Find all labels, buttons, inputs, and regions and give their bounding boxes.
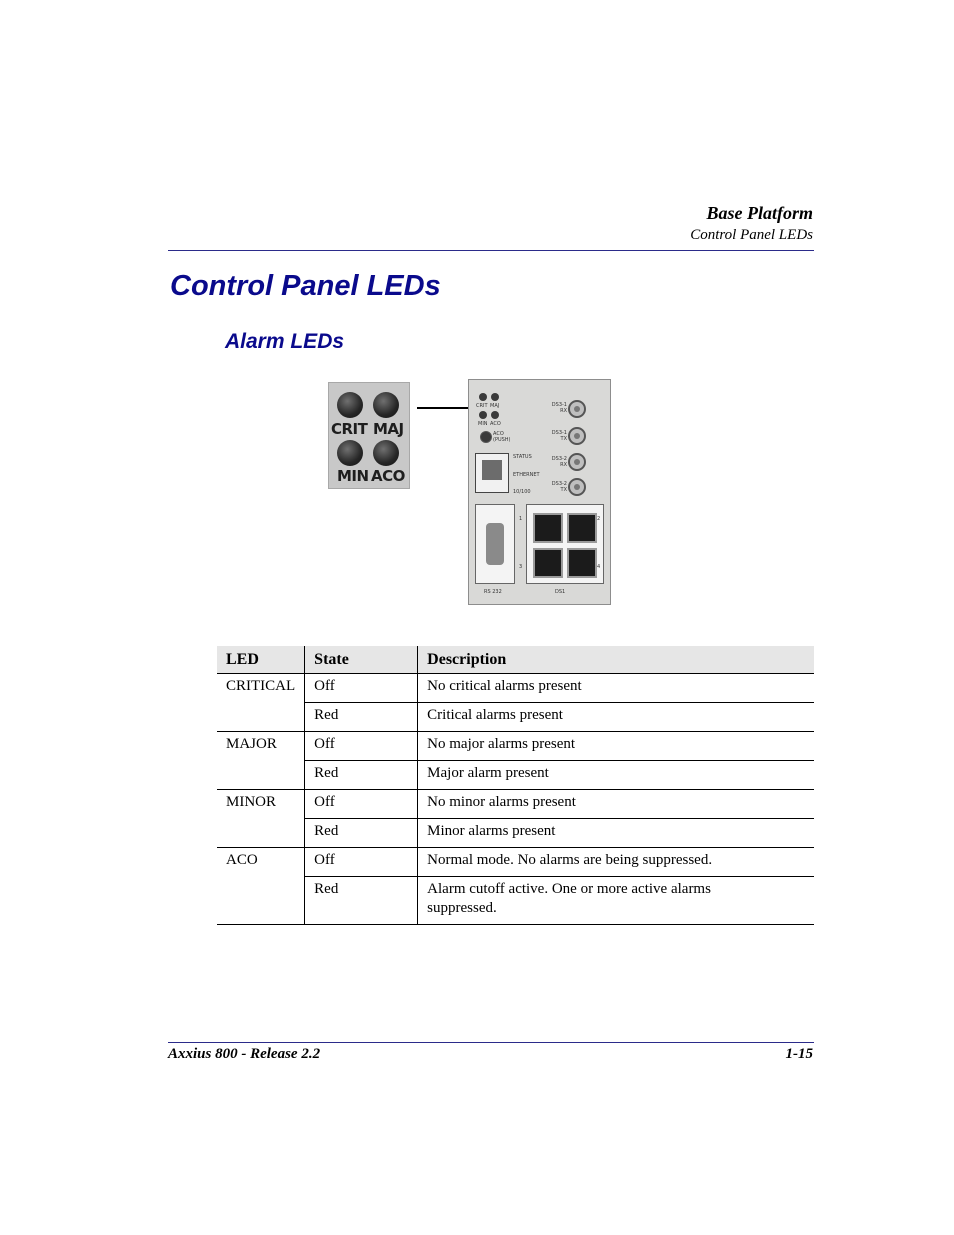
- header-rule: [168, 250, 814, 251]
- panel-maj-led-icon: [491, 393, 499, 401]
- description-cell: Critical alarms present: [418, 702, 814, 731]
- panel-min-led-icon: [479, 411, 487, 419]
- description-cell: Minor alarms present: [418, 818, 814, 847]
- aco-push-button[interactable]: [480, 431, 492, 443]
- table-row: [217, 818, 814, 847]
- description-cell: Normal mode. No alarms are being suppressed.: [418, 847, 814, 876]
- table-row: [217, 673, 814, 702]
- running-header-section: Base Platform: [706, 203, 813, 223]
- state-cell: Off: [305, 731, 418, 760]
- panel-label-ds1: DS1: [555, 589, 566, 595]
- led-name-cell: MAJOR: [217, 731, 305, 789]
- led-name-cell: ACO: [217, 847, 305, 924]
- state-cell: Red: [305, 702, 418, 731]
- table-header-row: [217, 646, 814, 673]
- maj-led-icon: [373, 392, 399, 418]
- rs232-port-icon: [475, 504, 515, 584]
- panel-label-port4: 4: [597, 564, 601, 570]
- section-heading: Alarm LEDs: [225, 330, 345, 353]
- closeup-label-maj: MAJ: [373, 420, 404, 438]
- closeup-label-aco: ACO: [371, 467, 405, 485]
- running-header-subsection: Control Panel LEDs: [690, 227, 813, 243]
- crit-led-icon: [337, 392, 363, 418]
- ds3-1-rx-connector-icon: [568, 400, 586, 418]
- ds1-port-1-icon: [533, 513, 563, 543]
- page-title: Control Panel LEDs: [170, 270, 441, 302]
- state-cell: Off: [305, 673, 418, 702]
- ds1-port-4-icon: [567, 548, 597, 578]
- panel-label-aco: ACO: [490, 421, 501, 427]
- description-cell: No critical alarms present: [418, 673, 814, 702]
- description-cell: No major alarms present: [418, 731, 814, 760]
- min-led-icon: [337, 440, 363, 466]
- panel-label-port2: 2: [597, 516, 601, 522]
- ds1-port-2-icon: [567, 513, 597, 543]
- ethernet-port-icon: [475, 453, 509, 493]
- panel-label-maj: MAJ: [490, 403, 500, 409]
- table-row: [217, 702, 814, 731]
- page-number: 1-15: [785, 1046, 813, 1062]
- led-name-cell: CRITICAL: [217, 673, 305, 731]
- description-cell: Major alarm present: [418, 760, 814, 789]
- column-header-state: State: [305, 646, 418, 673]
- panel-label-speed: 10/100: [513, 489, 531, 495]
- ds1-port-3-icon: [533, 548, 563, 578]
- aco-led-icon: [373, 440, 399, 466]
- state-cell: Red: [305, 818, 418, 847]
- panel-label-ds3-2-rx: DS3-2 RX: [551, 456, 567, 468]
- footer-rule: [168, 1042, 814, 1043]
- front-panel-image: [468, 379, 611, 605]
- table-row: [217, 760, 814, 789]
- description-cell: No minor alarms present: [418, 789, 814, 818]
- column-header-led: LED: [217, 646, 305, 673]
- panel-label-ds3-2-tx: DS3-2 TX: [551, 481, 567, 493]
- panel-label-crit: CRIT: [476, 403, 488, 409]
- panel-label-min: MIN: [478, 421, 488, 427]
- led-name-cell: MINOR: [217, 789, 305, 847]
- panel-label-rs232: RS 232: [484, 589, 502, 595]
- column-header-description: Description: [418, 646, 814, 673]
- closeup-label-min: MIN: [337, 467, 369, 485]
- panel-aco-led-icon: [491, 411, 499, 419]
- closeup-label-crit: CRIT: [331, 420, 368, 438]
- ds1-ports-block: [526, 504, 604, 584]
- table-row: [217, 789, 814, 818]
- table-row: [217, 847, 814, 876]
- table-row: [217, 876, 814, 924]
- ds3-2-rx-connector-icon: [568, 453, 586, 471]
- panel-label-port1: 1: [519, 516, 523, 522]
- footer-document-title: Axxius 800 - Release 2.2: [168, 1046, 321, 1062]
- ds3-2-tx-connector-icon: [568, 478, 586, 496]
- alarm-led-closeup-image: [328, 382, 410, 489]
- panel-label-ds3-1-tx: DS3-1 TX: [551, 430, 567, 442]
- panel-crit-led-icon: [479, 393, 487, 401]
- table-row: [217, 731, 814, 760]
- state-cell: Red: [305, 876, 418, 924]
- state-cell: Red: [305, 760, 418, 789]
- ds3-1-tx-connector-icon: [568, 427, 586, 445]
- state-cell: Off: [305, 847, 418, 876]
- panel-label-ds3-1-rx: DS3-1 RX: [551, 402, 567, 414]
- panel-label-ethernet: ETHERNET: [513, 472, 540, 478]
- state-cell: Off: [305, 789, 418, 818]
- alarm-led-table: [217, 646, 814, 925]
- description-cell: Alarm cutoff active. One or more active alarms suppressed.: [418, 876, 814, 924]
- panel-label-aco-push: ACO (PUSH): [493, 431, 511, 443]
- panel-label-status: STATUS: [513, 454, 532, 460]
- panel-label-port3: 3: [519, 564, 523, 570]
- callout-line: [417, 407, 469, 409]
